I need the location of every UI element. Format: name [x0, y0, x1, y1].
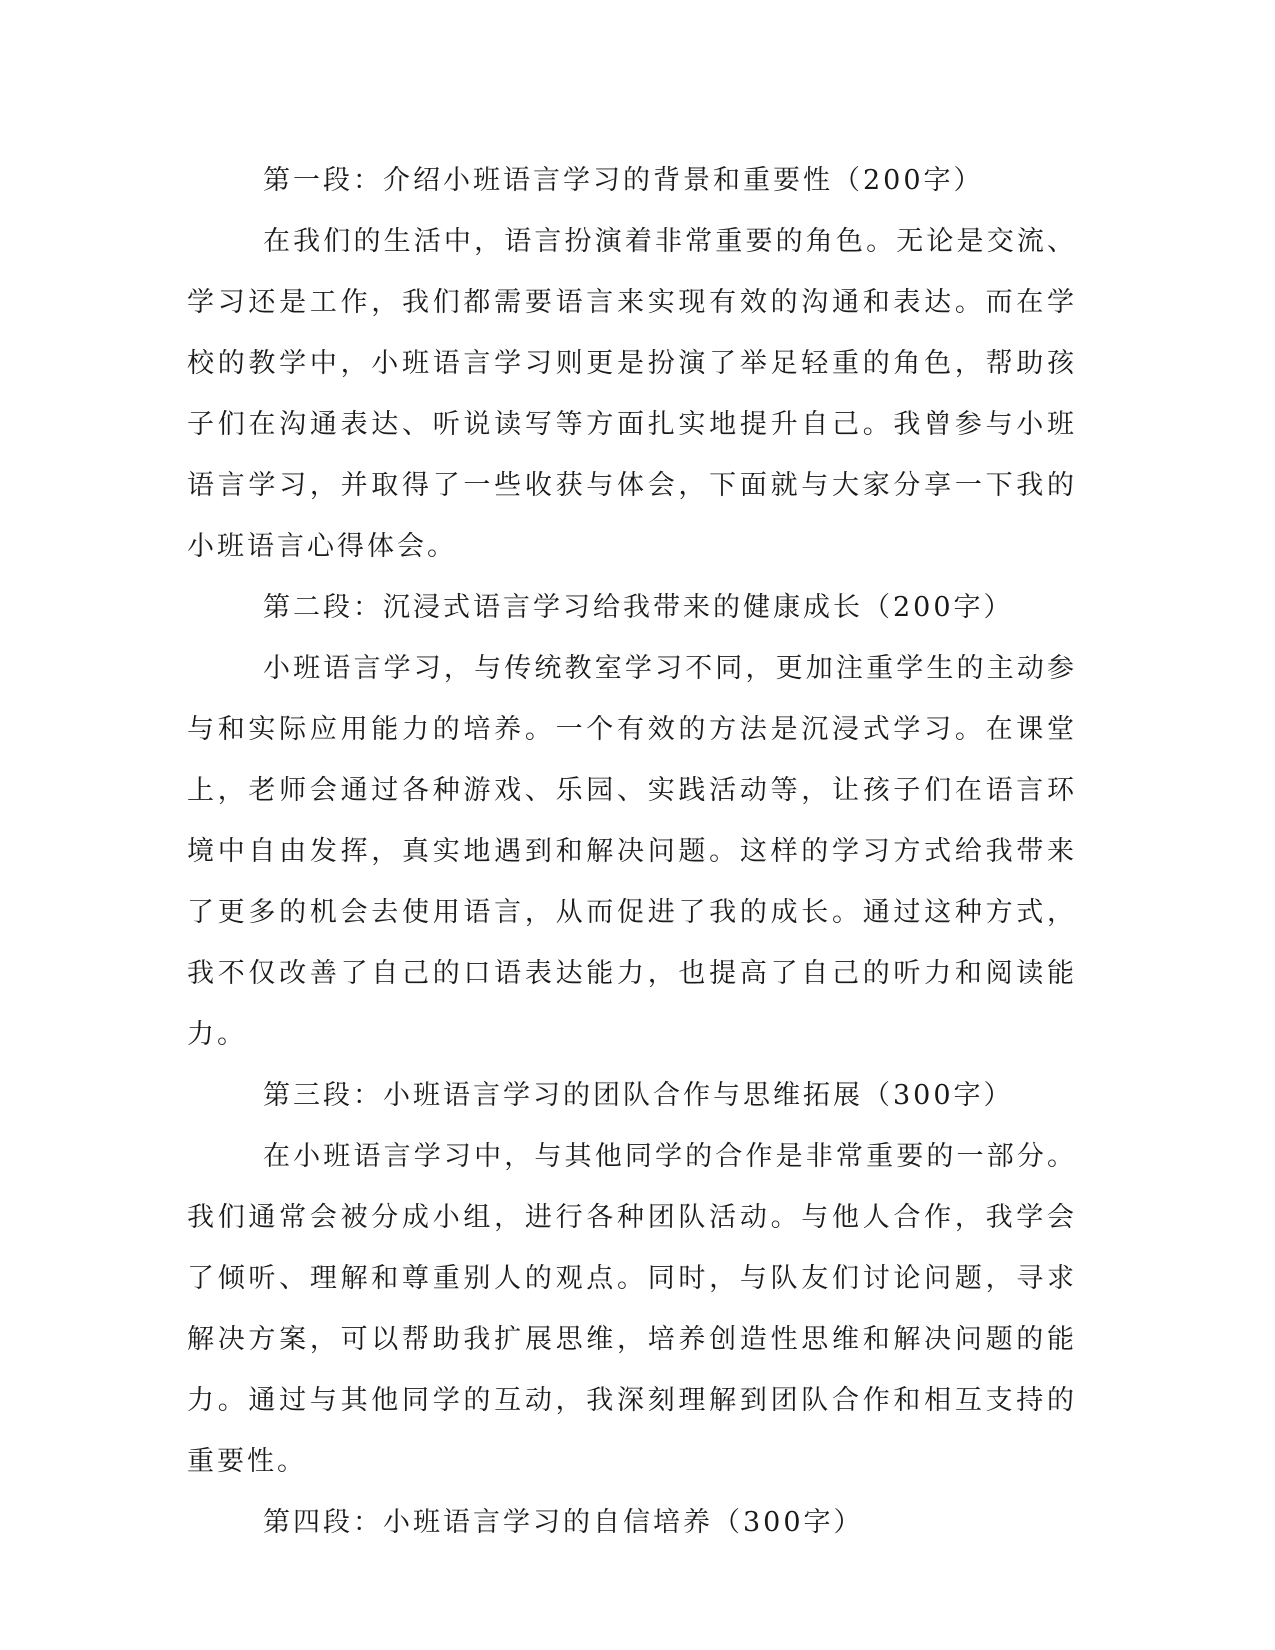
section-2-heading: 第二段：沉浸式语言学习给我带来的健康成长（200字）	[263, 592, 1014, 623]
section-1-paragraph: 在我们的生活中，语言扮演着非常重要的角色。无论是交流、学习还是工作，我们都需要语言来实现有效的沟通和表达。而在学校的教学中，小班语言学习则更是扮演了举足轻重的角色，帮助孩子们在沟通表达、听说读写等方面扎实地提升自己。我曾参与小班语言学习，并取得了一些收获与体会，下面就与大家分享一下我的小班语言心得体会。	[187, 226, 1077, 562]
section-3-paragraph: 在小班语言学习中，与其他同学的合作是非常重要的一部分。我们通常会被分成小组，进行各种团队活动。与他人合作，我学会了倾听、理解和尊重别人的观点。同时，与队友们讨论问题，寻求解决方案，可以帮助我扩展思维，培养创造性思维和解决问题的能力。通过与其他同学的互动，我深刻理解到团队合作和相互支持的重要性。	[187, 1141, 1077, 1477]
section-2-paragraph: 小班语言学习，与传统教室学习不同，更加注重学生的主动参与和实际应用能力的培养。一个有效的方法是沉浸式学习。在课堂上，老师会通过各种游戏、乐园、实践活动等，让孩子们在语言环境中自由发挥，真实地遇到和解决问题。这样的学习方式给我带来了更多的机会去使用语言，从而促进了我的成长。通过这种方式，我不仅改善了自己的口语表达能力，也提高了自己的听力和阅读能力。	[187, 653, 1077, 1050]
document-body	[187, 150, 1077, 1553]
section-4-heading: 第四段：小班语言学习的自信培养（300字）	[263, 1507, 864, 1538]
section-3-heading: 第三段：小班语言学习的团队合作与思维拓展（300字）	[263, 1080, 1014, 1111]
section-1-heading: 第一段：介绍小班语言学习的背景和重要性（200字）	[263, 165, 984, 196]
